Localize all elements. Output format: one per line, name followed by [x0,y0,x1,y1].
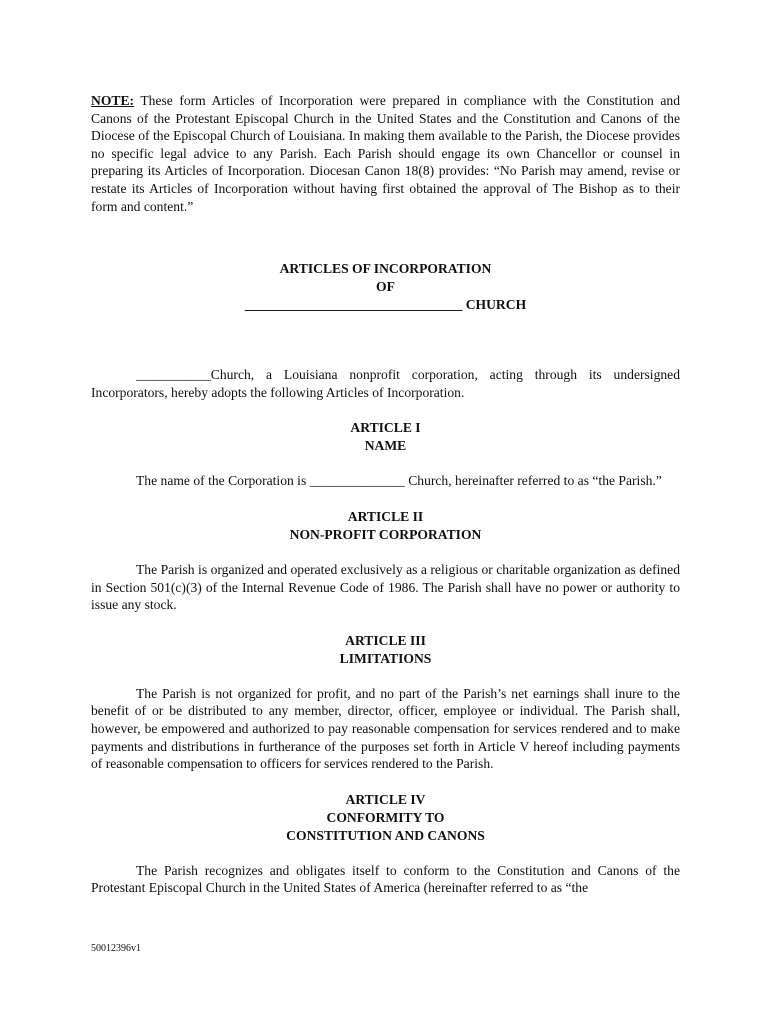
article-4-title-line-1: CONFORMITY TO [326,809,445,825]
article-3-number: ARTICLE III [345,632,426,648]
intro-paragraph: ___________Church, a Louisiana nonprofit corporation, acting through its undersigned Incorporators, hereby adopts the following Articles of Incorporation. [91,367,680,400]
article-2-number: ARTICLE II [347,508,424,524]
article-1-heading [91,419,680,455]
article-1-number: ARTICLE I [350,420,421,436]
article-2-heading [91,508,680,544]
title-line-1: ARTICLES OF INCORPORATION [279,261,492,277]
article-4-number: ARTICLE IV [345,791,426,807]
article-3-body: The Parish is not organized for profit, and no part of the Parish’s net earnings shall inure to the benefit of or be distributed to any member, director, officer, employee or individual. The Parish shall, however, be empowered and authorized to pay reasonable compensation for services rendered and to make payments and distributions in furtherance of the purposes set forth in Article V hereof including payments of reasonable compensation to officers for services rendered to the Parish. [91,685,680,772]
article-3-heading [91,632,680,668]
article-2-title: NON-PROFIT CORPORATION [289,526,482,542]
document-page [91,92,680,915]
document-id-footer: 50012396v1 [91,943,141,954]
article-4-heading [91,791,680,845]
article-1-title: NAME [364,438,407,454]
article-3-title: LIMITATIONS [339,650,432,666]
document-title [91,260,680,314]
note-paragraph [91,92,680,215]
note-label: NOTE: [91,93,135,108]
article-2-body: The Parish is organized and operated exclusively as a religious or charitable organization as defined in Section 501(c)(3) of the Internal Revenue Code of 1986. The Parish shall have no power or authority to issue any stock. [91,561,680,613]
article-4-body: The Parish recognizes and obligates itself to conform to the Constitution and Canons of the Protestant Episcopal Church in the United States of America (hereinafter referred to as “the [91,862,680,896]
note-text: These form Articles of Incorporation were prepared in compliance with the Constitution and Canons of the Protestant Episcopal Church in the United States and the Constitution and Canons of the Diocese of the Episcopal Church of Louisiana. In making them available to the Parish, the Diocese provides no specific legal advice to any Parish. Each Parish should engage its own Chancellor or counsel in preparing its Articles of Incorporation. Diocesan Canon 18(8) provides: “No Parish may amend, revise or restate its Articles of Incorporation without having first obtained the approval of The Bishop as to their form and content.” [91,93,680,214]
title-line-2: OF [376,279,395,295]
title-line-3: ________________________________ CHURCH [244,297,527,313]
article-1-body: The name of the Corporation is ______________ Church, hereinafter referred to as “the Parish.” [136,473,662,489]
article-4-title-line-2: CONSTITUTION AND CANONS [286,827,485,843]
